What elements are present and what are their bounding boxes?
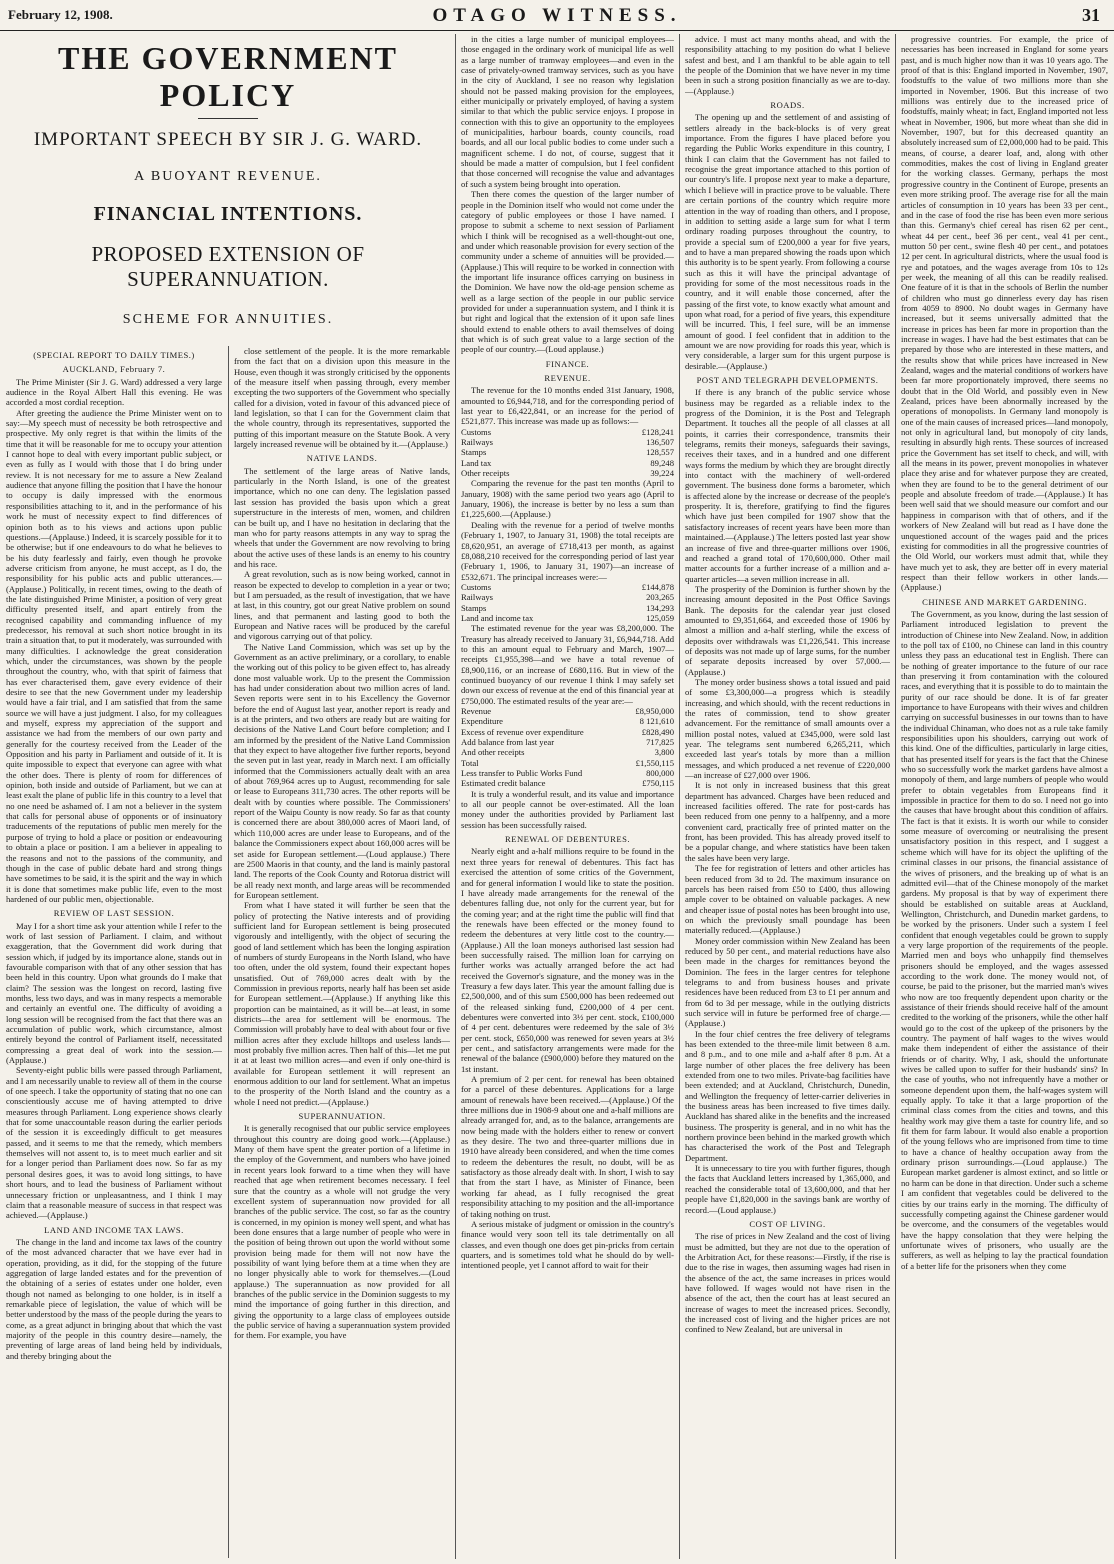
row-label: Expenditure bbox=[461, 716, 503, 727]
row-value: 8 121,610 bbox=[639, 716, 674, 727]
paragraph: The opening up and the settlement of and assisting of settlers already in the back-blocks is of very great importance. From the figures I have placed before you regarding the Public Works expenditure in this country, I think I can claim that the Government has not failed to recognise the great importance attached to this portion of our country's life. I propose next year to make a departure, which I believe will in practice prove to be valuable. There are certain portions of the country which require more attention in the way of roading than others, and I propose, in addition to setting aside a large sum for what I term ordinary roading purposes throughout the country, to provide a special sum of £200,000 a year for five years, and to have a man prepared showing the roads upon which this authority is to be spent yearly. From following a course such as this it will have the principal advantage of providing for some of the most necessitous roads in the country, and it will enable those concerned, after the passing of the first vote, to know exactly what amount and upon what road, for a period of five years, this expenditure will be incurred. This, I feel sure, will be an immense amount of good. I feel confident that in addition to the amount we are now providing for roads this year, which is very considerable, a larger sum for this urgent purpose is desirable.—(Applause.) bbox=[685, 112, 890, 371]
paragraph: It is truly a wonderful result, and its value and importance to all our people cannot be over-estimated. All the loan money under the authorities provided by Parliament last session has been successfully raised. bbox=[461, 788, 674, 830]
revenue-headline: A BUOYANT REVENUE. bbox=[134, 169, 322, 184]
paragraph: It is not only in increased business that this great department has advanced. Charges have been reduced and increased facilities offered. The rate for post-cards has been reduced from one penny to a halfpenny, and a more convenient card, practically free of printed matter on the front, has been provided. This has already proved itself to be a popular change, and where statistics have been taken the sales have been very large. bbox=[685, 780, 890, 863]
row-value: £750,115 bbox=[642, 778, 674, 789]
row-value: £128,241 bbox=[641, 426, 674, 437]
paragraph: Comparing the revenue for the past ten months (April to January, 1908) with the same period two years ago (April to January, 1906), the increase is better by no less a sum than £1,225,600.—(Applause.) bbox=[461, 478, 674, 520]
paragraph: Dealing with the revenue for a period of twelve months (February 1, 1907, to January 31, 1908) the total receipts are £8,620,951, an average of £718,413 per month, as against £8,088,210 received for the corresponding period of last year (February 1, 1906, to January 31, 1907)—an increase of £532,671. The principal increases were:— bbox=[461, 519, 674, 582]
figures-table bbox=[461, 582, 674, 623]
column-4 bbox=[685, 34, 890, 1559]
subheading: REVIEW OF LAST SESSION. bbox=[53, 908, 175, 919]
paragraph: It is generally recognised that our public service employees throughout this country are doing good work.—(Applause.) Many of them have spent the greater portion of a lifetime in the employ of the Government, and numbers who have joined in recent years look forward to a time when they will have reached that age when retirement becomes necessary. I feel sure that the country as a whole will not grudge the very excellent system of superannuation now provided for all branches of the public service. The cost, so far as the country is concerned, in my opinion is money well spent, and what has been done ensures that a large number of people who were in the position of being thrown out upon the world without some provision being made for them will not now have the possibility of want lying before them at a time when they are no longer physically able to work for themselves.—(Loud applause.) The superannuation as now provided for all branches of the public service in the Dominion suggests to my mind the importance of going further in this direction, and giving the opportunity to a large class of employees outside the public service of having a superannuation system provided for them. For example, you have bbox=[234, 1123, 450, 1341]
row-value: £828,490 bbox=[641, 726, 674, 737]
financial-headline: FINANCIAL INTENTIONS. bbox=[93, 203, 363, 225]
row-label: Other receipts bbox=[461, 468, 510, 479]
table-row bbox=[461, 778, 674, 788]
subheading: REVENUE. bbox=[544, 373, 591, 383]
table-row bbox=[461, 447, 674, 457]
subheading: LAND AND INCOME TAX LAWS. bbox=[44, 1224, 184, 1235]
paragraph: After greeting the audience the Prime Minister went on to say:—My speech must of necessity be both retrospective and prospective. My only regret is that within the limits of the time that it will be reasonable for me to occupy your attention I cannot hope to deal with every important public subject, or even as fully as I would with those that I do bring under review. It is not necessary for me to assure a New Zealand audience that anyone filling the position that I have the honour to occupy is daily impressed with the enormous responsibilities attaching to it, and in the performance of his work he must of necessity expect to find differences of opinion both as to his views and actions upon public questions.—(Applause.) Indeed, it is scarcely possible for it to be otherwise; but if one endeavours to do what he believes to be his duty fearlessly and fairly, even though he provoke adverse criticism from anyone, he must accept, as I do, the responsibility for his public acts and public utterances.—(Applause.) Politically, in recent times, owing to the death of the late distinguished Prime Minister, a position of very great difficulty presented itself, and apart entirely from the recognised capability and commanding influence of my predecessor, his removal at such short notice brought in its train a situation that, to put it moderately, was surrounded with many difficulties. I acknowledge the great consideration which, under the circumstances, was shown by the people throughout the country, who, with that spirit of fairness that has ever characterised them, gave every evidence of their desire to see that the new Government under my leadership would have a fair trial, and I am satisfied that from the same source we will have a just judgment. I also, for my colleagues and myself, express my appreciation of the support and assistance we had from the members of our own party and generally for the courtesy received from the Leader of the Opposition and his party in Parliament and outside of it. It is quite impossible to expect that everyone can agree with what the other does. There is plenty of room for differences of opinion, both inside and outside of Parliament, but we can at least exalt the plane of public life in this country to a level that no one need be ashamed of. I am not a believer in the system that calls for personal abuse of opponents or of insinuatory traducements of the reputations of public men merely for the purpose of trying to hold a place or position or endeavouring to obtain a place or position. I am a believer in appealing to the reasons and not to the passions of the community, and though in the case of public debate hard and strong things have sometimes to be said, it is the spirit and the way in which it is done that sometimes make public life, even to the most hardened of our public men, objectionable. bbox=[6, 407, 222, 904]
row-label: Land tax bbox=[461, 457, 492, 468]
row-label: Excess of revenue over expenditure bbox=[461, 726, 584, 737]
column-5 bbox=[901, 34, 1108, 1559]
column-2 bbox=[234, 346, 450, 1558]
row-label: And other receipts bbox=[461, 747, 525, 758]
column-rule bbox=[895, 34, 896, 1559]
paragraph: It is unnecessary to tire you with further figures, though the facts that Auckland letters increased by 1,365,000, and reached the considerable total of 13,600,000, and that her people have £1,820,000 in the savings bank are worthy of record.—(Loud applause.) bbox=[685, 1163, 890, 1215]
table-row bbox=[461, 727, 674, 737]
paragraph: Nearly eight and a-half millions require to be found in the next three years for renewal of debentures. This fact has exercised the attention of some critics of the Government, and for general information I would like to state the position. I have already made arrangements for the renewal of the debentures falling due, not only for the current year, but for the coming year; and at the right time the public will find that the renewals have been effected or the money found to redeem the debentures at very little cost to the country.—(Applause.) All the loan moneys authorised last session had been successfully raised. The million loan for carrying on further works was actually arranged before the act had received the Governor's signature, and the money was in the Treasury a few days later. This year the amount falling due is £2,500,000, and of this sum £500,000 has been redeemed out of the released sinking fund, £200,000 of 4 per cent. debentures were converted into 3½ per cent. stock, £100,000 of 4 per cent. debentures were redeemed by the sale of 3½ per cent. stock, £650,000 was renewed for seven years at 3½ per cent., and satisfactory arrangements were made for the renewal of the balance (£900,000) before they matured on the 1st instant. bbox=[461, 846, 674, 1074]
table-row bbox=[461, 768, 674, 778]
paragraph: In the four chief centres the free delivery of telegrams has been extended to the three-mile limit between 8 a.m. and 8 p.m., and to one mile and a-half after 8 p.m. At a large number of other places the free delivery has been extended from one to two miles. Private-bag facilities have been extended; and at Auckland, Christchurch, Dunedin, and Wellington the frequency of letter-carrier deliveries in the business areas has been increased to five times daily. Auckland has shared alike in the benefits and the increased business. The prosperity is general, and in no whit has the northern province been behind in the marked growth which has characterised the work of the Post and Telegraph Department. bbox=[685, 1028, 890, 1163]
subheading: ROADS. bbox=[770, 100, 805, 111]
table-row bbox=[461, 468, 674, 478]
subheading: SUPERANNUATION. bbox=[298, 1111, 386, 1122]
superannuation-headline: PROPOSED EXTENSION OF SUPERANNUATION. bbox=[91, 242, 365, 291]
subheading: CHINESE AND MARKET GARDENING. bbox=[922, 596, 1087, 607]
main-headline: THE GOVERNMENT POLICY bbox=[57, 40, 399, 113]
speech-headline: IMPORTANT SPEECH BY SIR J. G. WARD. bbox=[33, 129, 423, 150]
page-number: 31 bbox=[1082, 5, 1100, 25]
paragraph: The rise of prices in New Zealand and the cost of living must be admitted, but they are not due to the operation of the Arbitration Act, for these reasons:—Firstly, if the rise is due to the rise in wages, then assuming wages had risen in the absence of the act, the same increases in prices would have followed. If wages would not have risen in the absence of the act, then the court has at least secured an increase of wages to meet the increased prices. Secondly, the increased cost of living and the higher prices are not confined to New Zealand, but are universal in bbox=[685, 1231, 890, 1335]
paragraph: May I for a short time ask your attention while I refer to the work of last session of Parliament. I claim, and without exaggeration, that the Government did work during that session which, if judged by its importance alone, stands out in favourable comparison with that of any other session that has been held in this country. Upon what grounds do I make that claim? The session was the longest on record, lasting five months, less two days, and was in many respects a memorable and certainly an eventful one. The difficulty of avoiding a long session will be recognised from the fact that there was an accumulation of public work, which circumstance, almost entirely beyond the control of Parliament itself, necessitated compressing a great deal of work into the session.—(Applause.) bbox=[6, 920, 222, 1066]
row-label: Customs bbox=[461, 426, 492, 437]
figures-table bbox=[461, 706, 674, 789]
paragraph: Then there comes the question of the larger number of people in the Dominion itself who would not come under the category of public employees or those I have named. I propose to submit a scheme to next session of Parliament which I think will be recognised as a well-thought-out one, and under which reasonable provision for every section of the community under a scheme of annuities will be provided.—(Applause.) This will require to be worked in connection with the important life insurance offices carrying on business in the Dominion. We have now the old-age pension scheme as well as a large section of the people in our public service provided for under a superannuation system, and I think it is but right and logical that the extension of it upon safe lines should extend to enable others to avail themselves of doing that which is of such great value to a large section of the people of our country.—(Loud applause.) bbox=[461, 189, 674, 355]
paragraph: From what I have stated it will further be seen that the policy of protecting the Native interests and of providing sufficient land for European settlement is being prosecuted vigorously and intelligently, with the object of securing the good of land settlement which has been the longing aspiration of numbers of sturdy Europeans in the North Island, who have too often, under the old system, found their expectant hopes unsatisfied. Out of 769,000 acres dealt with by the Commission in previous reports, nearly half has been set aside for European settlement.—(Applause.) If anything like this proportion can be maintained, as it will be—at least, in some districts—the area for settlement will be enormous. The Commission will probably have to deal with about four or five million acres after they exclude hilltops and useless lands—most probably five million acres. Then half of this—let me put it at at least two million acres—and even if only one-third is available for European settlement it will represent an enormous addition to our land for settlement. What an impetus to the prosperity of the North Island and the country as a whole I need not predict.—(Applause.) bbox=[234, 900, 450, 1107]
row-value: 136,507 bbox=[646, 437, 674, 448]
paragraph: in the cities a large number of municipal employees—those engaged in the ordinary work of municipal life as well as a large number of tramway employees—and even in the case of privately-owned tramway services, such as you have in the city of Auckland, I see no reason why legislation should not be passed making provision for the employees, either municipally or privately employed, of having a system similar to that which the public service enjoys. I propose in connection with this to give an opportunity to the employees of municipalities, harbour boards, county councils, road boards, and all our local public bodies to come under such a magnificent scheme. I do not, of course, suggest that it should be made a matter of compulsion, but I feel confident that those concerned will recognise the value and advantages of such a system being brought into operation. bbox=[461, 34, 674, 189]
row-label: Railways bbox=[461, 592, 493, 603]
paragraph: The fee for registration of letters and other articles has been reduced from 3d to 2d. The maximum insurance on parcels has been raised from £50 to £400, thus allowing ample cover to be obtained on valuable packages. A new and cheaper issue of postal notes has been brought into use, on which the previously small poundage has been materially reduced.—(Applause.) bbox=[685, 863, 890, 936]
row-label: Estimated credit balance bbox=[461, 778, 546, 789]
row-value: 203,265 bbox=[646, 592, 674, 603]
paragraph: The revenue for the 10 months ended 31st January, 1908, amounted to £6,944,718, and for the corresponding period of last year to £6,422,841, or an increase for the period of £521,877. This increase was made up as follows:— bbox=[461, 385, 674, 427]
row-label: Add balance from last year bbox=[461, 737, 555, 748]
table-row bbox=[461, 603, 674, 613]
newspaper-title: OTAGO WITNESS. bbox=[432, 5, 682, 26]
paragraph: The Government, as you know, during the last session of Parliament introduced legislation to prevent the introduction of Chinese into New Zealand. Now, in addition to the poll tax of £100, no Chinese can land in this country unless they pass an educational test in English. There can be nothing of greater importance to the future of our race than preserving it from contamination with the coloured races, and everything that it is possible to do to maintain the purity of our race should be done. It is of far greater importance to have Europeans with their wives and children carrying on successful businesses in our towns than to have the individual Chinaman, who does not as a rule take family responsibilities upon his shoulders, carrying out work of this kind. One of the difficulties, particularly in large cities, that has presented itself for years is the fact that the Chinese who so successfully work the market gardens have almost a monopoly of them, and large numbers of people who would prefer to obtain vegetables from Europeans find it impossible in practice for them to do so. I need not go into the causes that have brought about this condition of affairs. The fact is that it exists. It is worth our while to consider some measure of overcoming or neutralising the present unsatisfactory position in this respect, and I suggest a scheme which will have for its object the uplifting of the criminal classes in our prisons, the financial assistance of the wives of prisoners, and the breaking up of what is an admitted evil—that of the Chinese monopoly of the market gardens. My proposal is that by way of experiment there should be established on suitable areas at Auckland, Wellington, Christchurch, and Dunedin market gardens, to be worked by the prisoners. Under such a system I feel confident that enough vegetables could be grown to supply a very large proportion of the requirements of the people. Married men and boys who unhappily find themselves prisoners should be employed, and the wages assessed according to the work done. The money would not, of course, be paid to the prisoner, but the married man's wives who now are too frequently dependent upon charity or the assistance of their friends should receive half of the amount credited to the working of the prisoners, while the other half would go to the cost of the upkeep of the prisoners by the country. The payment of half wages to the wives would make them independent of either the assistance of their friends or of charity. Why, I ask, should the unfortunate wives be called upon to suffer for their husbands' sins? In the case of youths, who not infrequently have a mother or someone dependent upon them, the half-wages system will equally apply. To take it that a large proportion of the criminal class comes from the cities and towns, and this healthy work may give them a taste for country life, and so fit them for farm labour. It would also enable a proportion of the young fellows who are imprisoned from time to time to have a chance of healthy occupation away from the ordinary prison surroundings.—(Loud applause.) The European market gardener is almost extinct, and so little or no harm can be done in that direction. Under such a scheme I am confident that vegetables could be delivered to the cities by our trains early in the morning. The difficulty of successfully competing against the Chinese gardener would be overcome, and the consumers of the vegetables would have the happy consolation that they were helping the unfortunate wives of prisoners, who usually are the sufferers, as well as helping to lay the practical foundation of a better life for the prisoners when they come bbox=[901, 608, 1108, 1271]
row-value: 134,293 bbox=[646, 602, 674, 613]
subheading: (SPECIAL REPORT TO DAILY TIMES.) bbox=[33, 350, 195, 360]
row-value: 717,825 bbox=[646, 737, 674, 748]
row-label: Railways bbox=[461, 437, 493, 448]
row-label: Land and income tax bbox=[461, 612, 534, 623]
row-label: Less transfer to Public Works Fund bbox=[461, 768, 583, 779]
paragraph: The money order business shows a total issued and paid of some £3,300,000—a progress which is steadily increasing, and which should, with the recent reductions in the rates of commission, tend to show greater advancement. For the remittance of small amounts over a million postal notes, valued at £345,000, were sold last year. The telegrams sent numbered 6,265,211, which exceeded last year's totals by more than a million messages, and which produced a net revenue of £220,000—an increase of £27,000 over 1906. bbox=[685, 676, 890, 781]
paragraph: close settlement of the people. It is the more remarkable from the fact that on a division upon this measure in the House, even though it was strongly criticised by the opponents of the measure itself when passing through, every member excepting the two supporters of the Government who specially called for a division, voted in favour of this advanced piece of land legislation, so that I can for the Government claim that the whole country, through its representatives, supported the putting of this important measure on the Statute Book. A very largely increased revenue will be obtained by it.—(Applause.) bbox=[234, 346, 450, 450]
table-row bbox=[461, 458, 674, 468]
table-row bbox=[461, 592, 674, 602]
subheading: NATIVE LANDS. bbox=[306, 453, 378, 464]
subheading: FINANCE. bbox=[545, 358, 590, 369]
table-row bbox=[461, 716, 674, 726]
table-row bbox=[461, 437, 674, 447]
row-label: Stamps bbox=[461, 602, 487, 613]
table-row bbox=[461, 758, 674, 768]
row-label: Total bbox=[461, 757, 479, 768]
column-1 bbox=[6, 346, 222, 1558]
column-3 bbox=[461, 34, 674, 1559]
row-value: 800,000 bbox=[646, 768, 674, 779]
paragraph: A premium of 2 per cent. for renewal has been obtained for a parcel of these debentures. Applications for a large amount of renewals have been received.—(Applause.) Of the three millions due in 1908-9 about one and a-half millions are already arranged for, and, as to the balance, arrangements are now being made with the holders either to renew or convert as they desire. The two and three-quarter millions due in 1910 have already been considered, and when the time comes to redeem the debentures the result, no doubt, will be as satisfactory as those already dealt with. In short, I wish to say that from the start I have, as Minister of Finance, been working far ahead, as I fully recognised the great responsibility attaching to my position and the all-importance of taking nothing on trust. bbox=[461, 1074, 674, 1219]
subheading: AUCKLAND, February 7. bbox=[62, 364, 166, 375]
masthead bbox=[0, 0, 1114, 31]
issue-date: February 12, 1908. bbox=[8, 7, 113, 22]
row-value: 128,557 bbox=[646, 447, 674, 458]
row-value: 125,059 bbox=[646, 612, 674, 623]
paragraph: The settlement of the large areas of Native lands, particularly in the North Island, is one of the greatest importance, which no one can deny. The legislation passed last session has provided the basis upon which a great superstructure in the interests of men, women, and children can be built up, and I have no hesitation in declaring that the man who for party reasons attempts in any way to sprag the wheels that under the Government are now revolving to bring about the active uses of these lands is an enemy to his country and his race. bbox=[234, 465, 450, 569]
paragraph: Seventy-eight public bills were passed through Parliament, and I am necessarily unable to review all of them in the course of one speech. I take the opportunity of stating that no one can conscientiously accuse me of having attempted to drive measures through Parliament. Long experience shows clearly that for some unaccountable reason during the earlier periods of the session it is exceedingly difficult to get measures passed, and it seems to me that the remedy, which members themselves will not assent to, is to meet much earlier and sit for a longer period than Parliament does now. So far as my personal desires goes, it was to avoid long sittings, to have short hours, and to lead the business of Parliament without unnecessary friction or unpleasantness, and I think I may claim that a reasonable measure of success in that respect was achieved.—(Applause.) bbox=[6, 1065, 222, 1221]
row-label: Revenue bbox=[461, 706, 492, 716]
paragraph: The change in the land and income tax laws of the country of the most advanced character that we have ever had in operation, providing, as it did, for the stopping of the future aggregation of large landed estates and for the prevention of the obtaining of a series of estates under one holder, even though not named as belonging to one holder, is in itself a remarkable piece of legislation, the value of which will be better understood by the mass of the people during the years to come, as a great adjunct in bringing about that which the vast majority of the people in this country desire—namely, the preventing of large areas of land being held by individuals, and thereby bringing about the bbox=[6, 1236, 222, 1361]
divider bbox=[198, 118, 258, 119]
row-value: £8,950,000 bbox=[635, 706, 674, 716]
paragraph: progressive countries. For example, the price of necessaries has been increased in England for some years past, and is much higher now than it was 10 years ago. The proof of that is this: England imported in November, 1907, foodstuffs to the value of two millions more than she imported in November, 1906. But this increase of two millions was entirely due to the increased price of foodstuffs, mainly wheat; in fact, England imported not less wheat in November, 1906, but more wheat than she did in November, 1907, but for this decreased quantity an absolutely increased sum of £2,000,000 had to be paid. This means, of course, a dearer loaf, and, along with other commodities, makes the cost of living in England greater for the working classes. Germany, perhaps the most progressive country in the Continent of Europe, presents an even more striking proof. The average rise for all the main articles of consumption in 10 years has been 33 per cent., and in the case of food the rise has been even more serious than this. Germany's chief cereal has risen 62 per cent., wheat 44 per cent., beef 36 per cent., veal 41 per cent., mutton 50 per cent., swine flesh 40 per cent., and potatoes 12 per cent. In agricultural districts, where the usual food is rye and potatoes, and the wages average from 10s to 12s per week, the meaning of all this can be readily realised. One feature of it is that in the schools of Berlin the number of children who must go dinnerless every day has risen from 4059 to 8900. No doubt wages in Germany have increased, but it seems universally admitted that the increase in prices has been far more in proportion than the increase in wages. I have had the best estimates that can be prepared by those who are interested in these matters, and the results show that while prices have increased in New Zealand, wages and the material conditions of workers have been far more proportionately improved, there seems no doubt that in the Old World, and possibly even in New Zealand, prices have been abnormally increased by the operations of monopolists. In Germany land monopoly is one of the main causes of increased prices—land monopoly, not only in agricultural land, but monopoly of city lands, resulting in absurdly high rents. These sources of increased price the Government has set itself to check, and will, with all the means in its power, prevent monopolies in whatever place they arise and for whatever purpose they are created, when they are found to be to the general detriment of our people and absolute freedom of trade.—(Applause.) It has been well said that we should measure our comfort and our happiness in comparison with that of others, and if the workers of New Zealand will but read as I have done the unquestioned account of the wages paid and the prices existing for commodities in all the progressive countries of the Old World, our workers must admit that, while they have much yet to ask, they are better off in every material respect than their fellow workers in other lands.—(Applause.) bbox=[901, 34, 1108, 593]
annuities-headline: SCHEME FOR ANNUITIES. bbox=[122, 312, 334, 327]
figures-table bbox=[461, 427, 674, 479]
row-label: Stamps bbox=[461, 447, 487, 458]
row-value: 39,224 bbox=[650, 468, 674, 479]
column-rule bbox=[455, 34, 456, 1559]
paragraph: The prosperity of the Dominion is further shown by the increasing amount deposited in the Post Office Savings Bank. The deposits for the calendar year just closed amounted to £9,351,664, and exceeded those of 1906 by almost a million and a-half sterling, while the excess of deposits over withdrawals was £1,226,541. This increase of deposits was not made up of large sums, for the number of separate deposits increased by over 57,000.—(Applause.) bbox=[685, 583, 890, 677]
table-row bbox=[461, 613, 674, 623]
subheading: RENEWAL OF DEBENTURES. bbox=[504, 834, 631, 845]
row-value: 3,800 bbox=[654, 747, 674, 758]
paragraph: advice. I must act many months ahead, and with the responsibility attaching to my position do what I believe safest and best, and I am thankful to be able again to tell the people of the Dominion that we have never in my time been in such a strong position financially as we are to-day.—(Applause.) bbox=[685, 34, 890, 96]
table-row bbox=[461, 427, 674, 437]
column-rule bbox=[228, 346, 229, 1558]
paragraph: The Native Land Commission, which was set up by the Government as an active preliminary, or a corollary, to enable the working out of this policy to be given effect to, has already done most valuable work. Up to the present the Commission has had under consideration about two million acres of land. Seven reports were sent in to his Excellency the Governor before the end of August last year, another report is ready and is at the printers, and two others are ready but are waiting for decisions of the Native Land Court before completion; and I am informed by the president of the Native Land Commission that they expect to have altogether five further reports, beyond the seven put in last year, ready in March next. I am officially informed that the Commissioners actually dealt with an area of about 769,964 acres up to August, recommending for sale or lease to Europeans 311,730 acres. The other reports will be dealt with by counties where possible. The Commissioners' report of the Waipu County is now ready. So far as that county is concerned there are about 380,000 acres of Maori land, of which 110,000 acres are under lease to Europeans, and of the balance the Commissioners expect about 160,000 acres will be set aside for European settlement.—(Loud applause.) There are 2500 Maoris in that county, and the land is mainly pastoral land. The reports of the Cook County and Rotorua district will be all ready next month, and large areas will be recommended for European settlement. bbox=[234, 641, 450, 900]
paragraph: If there is any branch of the public service whose business may be regarded as a reliable index to the progress of the Dominion, it is the Post and Telegraph Department. It touches all the people of all classes at all points, it carries their correspondence, transmits their telegrams, remits their moneys, safeguards their savings, receives their taxes, and in a hundred and one different ways forms the medium by which they are brought directly into contact with the machinery of well-ordered government. The business done forms a barometer, which is affected alone by the increase or decrease of the people's prosperity. It is, therefore, gratifying to find the figures which have just been compiled for 1907 show that the satisfactory increases of recent years have been more than maintained.—(Applause.) The letters posted last year show an increase of five and three-quarter millions over 1906, and reached a grand total of 170,600,000. Other mail matter accounts for a further increase of a million and a-quarter articles—a seven million increase in all. bbox=[685, 387, 890, 584]
subheading: COST OF LIVING. bbox=[749, 1218, 826, 1229]
row-value: 89,248 bbox=[650, 457, 674, 468]
table-row bbox=[461, 737, 674, 747]
paragraph: The estimated revenue for the year was £8,200,000. The Treasury has already received to January 31, £6,944,718. Add to this an amount equal to February and March, 1907—receipts £1,955,398—and we have a total revenue of £8,900,116, or an increase of £680,116. But in view of the continued buoyancy of our revenue I think I may safely set down our excess of revenue at the end of this financial year at £750,000. The estimated results of the year are:— bbox=[461, 623, 674, 706]
column-rule bbox=[679, 34, 680, 1559]
paragraph: A great revolution, such as is now being worked, cannot in reason be expected to develop to completion in a year or two; but I am persuaded, as the result of investigation, that we have at last, in this country, got our great Native problem on sound lines, and that permanent and lasting good to both the European and Native races will be produced by the careful and vigorous carrying out of that policy. bbox=[234, 569, 450, 642]
table-row bbox=[461, 582, 674, 592]
row-value: £144,878 bbox=[641, 581, 674, 592]
headline-block bbox=[6, 34, 450, 328]
row-value: £1,550,115 bbox=[635, 757, 674, 768]
table-row bbox=[461, 706, 674, 716]
paragraph: Money order commission within New Zealand has been reduced by 50 per cent., and material reductions have also been made in the charges for remittances beyond the Dominion. The fees in the larger centres for telephone telegrams to and from business houses and private residences have been reduced from £3 to £1 per annum and from 6d to 3d per message, while in the outlying districts such service will in future be performed free of charge.—(Applause.) bbox=[685, 935, 890, 1029]
table-row bbox=[461, 747, 674, 757]
paragraph: The Prime Minister (Sir J. G. Ward) addressed a very large audience in the Royal Albert Hall this evening. He was accorded a most cordial reception. bbox=[6, 376, 222, 408]
paragraph: A serious mistake of judgment or omission in the country's finance would very soon tell its tale detrimentally on all classes, and even though one does get pin-pricks from certain quarters, and is sometimes told what he should do by well-intentioned people, yet I cannot afford to wait for their bbox=[461, 1218, 674, 1271]
subheading: POST AND TELEGRAPH DEVELOPMENTS. bbox=[696, 375, 879, 385]
row-label: Customs bbox=[461, 581, 492, 592]
